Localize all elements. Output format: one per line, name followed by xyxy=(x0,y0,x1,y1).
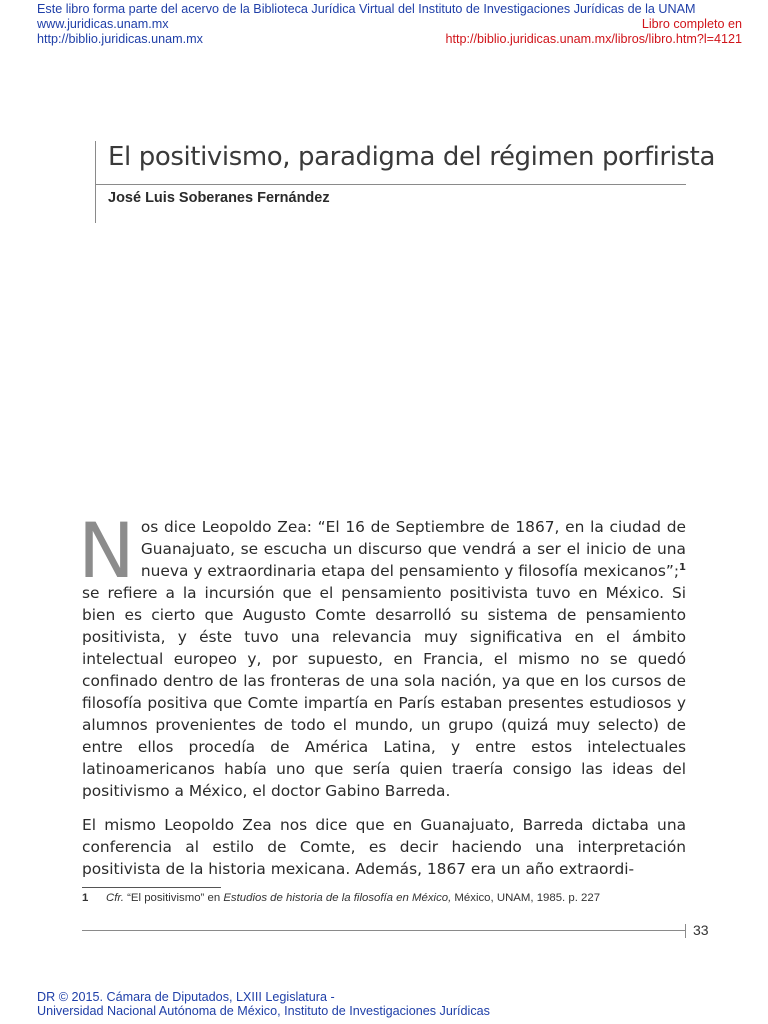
page-number-tick xyxy=(685,924,686,938)
footnote-reference[interactable]: 1 xyxy=(679,561,686,573)
header-site-link[interactable]: www.juridicas.unam.mx xyxy=(37,17,169,31)
paragraph-1-part-b: se refiere a la incursión que el pensamiento positivista tuvo en México. Si bien es cierto que Augusto Comte desarrolló su sistema de pensamiento positivista, y éste tuvo una relevancia muy significativa en el ámbito intelectual europeo y, por supuesto, en Francia, el mismo no se quedó confinado dentro de las fronteras de una sola nación, ya que en los cursos de filosofía positiva que Comte impartía en París estaban presentes estudiosos y alumnos provenientes de todo el mundo, un grupo (quizá muy selecto) de entre ellos procedía de América Latina, y entre estos intelectuales latinoamericanos había uno que sería quien traería consigo las ideas del positivismo a México, el doctor Gabino Barreda. xyxy=(82,584,686,800)
article-author: José Luis Soberanes Fernández xyxy=(108,190,330,206)
footnote-cfr: Cfr. xyxy=(106,892,124,904)
page-number-rule xyxy=(82,930,686,931)
paragraph-1-part-a: os dice Leopoldo Zea: “El 16 de Septiembre de 1867, en la ciudad de Guanajuato, se escucha un discurso que vendrá a ser el inicio de una nueva y extraordinaria etapa del pensamiento y filosofía mexicanos”; xyxy=(140,518,686,580)
footer-copyright: DR © 2015. Cámara de Diputados, LXIII Legislatura - xyxy=(37,990,335,1004)
body-paragraph-1 xyxy=(78,506,686,802)
footnote-number: 1 xyxy=(82,892,89,904)
footnote-rule xyxy=(82,887,221,888)
footnote xyxy=(82,892,600,904)
article-title: El positivismo, paradigma del régimen porfirista xyxy=(108,142,716,172)
drop-cap: N xyxy=(78,506,135,595)
title-horizontal-rule xyxy=(96,184,686,185)
title-vertical-rule xyxy=(95,141,96,223)
header-complete-book-label: Libro completo en xyxy=(641,17,742,31)
header-library-notice: Este libro forma parte del acervo de la Biblioteca Jurídica Virtual del Instituto de Investigaciones Jurídicas de la UNAM xyxy=(37,2,696,16)
header-biblio-link[interactable]: http://biblio.juridicas.unam.mx xyxy=(37,32,203,46)
page-number: 33 xyxy=(693,922,709,938)
header-complete-book-link[interactable]: http://biblio.juridicas.unam.mx/libros/libro.htm?l=4121 xyxy=(445,32,742,46)
footnote-rest: México, UNAM, 1985. p. 227 xyxy=(451,892,601,904)
footnote-book-title: Estudios de historia de la filosofía en México, xyxy=(223,892,452,904)
footnote-quote: “El positivismo” en xyxy=(123,892,224,904)
footer-institution: Universidad Nacional Autónoma de México, Instituto de Investigaciones Jurídicas xyxy=(37,1004,490,1018)
body-paragraph-2: El mismo Leopoldo Zea nos dice que en Guanajuato, Barreda dictaba una conferencia al estilo de Comte, es decir haciendo una interpretación positivista de la historia mexicana. Además, 1867 era un año extraordi- xyxy=(82,816,686,878)
